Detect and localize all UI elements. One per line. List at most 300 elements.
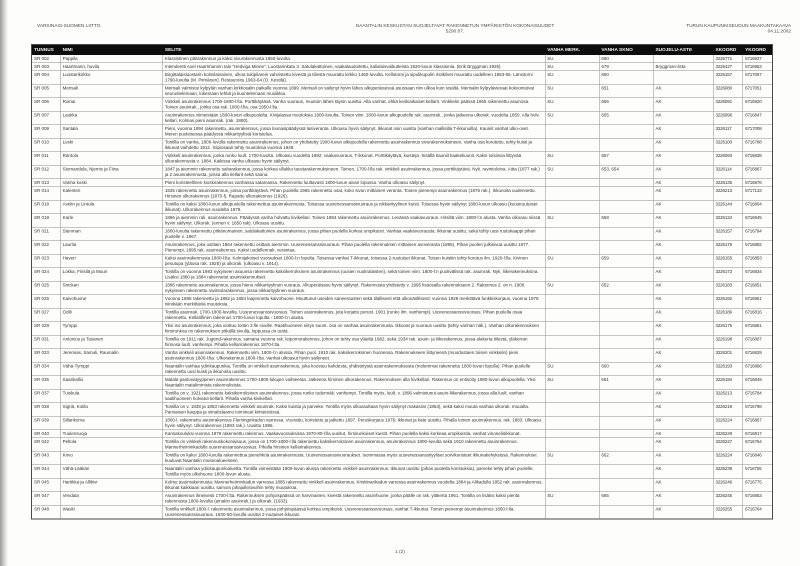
cell-suojelu-aste: AK bbox=[653, 335, 713, 349]
cell-xkoord: 3226192 bbox=[713, 295, 743, 309]
cell-nimi: Peltola bbox=[60, 438, 162, 452]
cell-selite: Merisali valmistui kylpylän vanhan kirkkosalin paikalle vuonna 1899. Merisali on säilynyt hyvin lähes alkuperäisessä asussaan niin ulkoa kuin sisältä. Merisalin kylpylävieraat kokoontuivat seurustelemaan, lukemaan lehtiä ja kuuntelemaan musiikkia. bbox=[163, 84, 545, 98]
table-row bbox=[32, 179, 773, 187]
cell-vanha-skno bbox=[599, 430, 653, 438]
cell-vanha-merk bbox=[545, 187, 599, 201]
cell-selite: Pieni, vuonna 1894 rakennettu, asuinrakennus, jossa lounaispäädyssä lasiveranta. Ulkoasu hyvin säilynyt. Ikkunat osin uusittu (vanhan mallisilla T-ikkunoilla). Kauniit vanhat ulko-ovet. Meren puoleisessa päädyssä nikkarityylistä koristelua. bbox=[163, 125, 545, 139]
cell-vanha-skno bbox=[599, 308, 653, 322]
cell-ykoord: 6717067 bbox=[743, 71, 773, 85]
table-row bbox=[32, 254, 773, 268]
cell-tunnus: SR 002 bbox=[32, 55, 61, 63]
cell-vanha-skno bbox=[599, 227, 653, 241]
cell-nimi: Kaivohuone bbox=[60, 295, 162, 309]
column-header-nimi: NIMI bbox=[60, 45, 162, 55]
cell-vanha-skno: 661 bbox=[599, 376, 653, 390]
table-row bbox=[32, 389, 773, 403]
table-row bbox=[32, 227, 773, 241]
cell-suojelu-aste: AK bbox=[653, 84, 713, 98]
cell-xkoord: 3226186 bbox=[713, 308, 743, 322]
cell-vanha-merk: SU bbox=[545, 98, 599, 112]
cell-ykoord: 6716867 bbox=[743, 165, 773, 179]
cell-selite: Kansakouluksi vuonna 1879 rakennettu rakennus. Vaakavuorauksissa 1970-80-l:lla uusitut, hirsirunkoiset kuistit. Pihan puolella kaksi korkeaa umpikuistia, vanhat vinoneliöikkunat. bbox=[163, 430, 545, 438]
cell-vanha-merk bbox=[545, 200, 599, 214]
column-header-suojelu-aste: SUOJELU-ASTE bbox=[653, 45, 713, 55]
cell-ykoord: 6716764 bbox=[743, 505, 773, 519]
cell-vanha-skno: 660 bbox=[599, 362, 653, 376]
cell-vanha-skno: 655 bbox=[599, 111, 653, 125]
table-row bbox=[32, 84, 773, 98]
cell-nimi: Santala bbox=[60, 125, 162, 139]
cell-suojelu-aste: AK bbox=[653, 376, 713, 390]
cell-selite: Asuinrakennus viimeistään 1800-luvun alkupuolelta. Kivijalassa muutoksia 1900-luvulta. Toinen viim. 1800-luvun alkupuolelle rak. asuinrak., jonka jatkeena ulkorak. vuodelta 1850. Alla holv. kellari. Kolmas pieni asuinrak. (rak. 1880). bbox=[163, 111, 545, 125]
page-number: 1 (2) bbox=[395, 549, 405, 555]
org-name: VARSINAIS-SUOMEN LIITTO bbox=[37, 23, 101, 29]
cell-suojelu-aste: AK bbox=[653, 98, 713, 112]
cell-nimi: Haveri bbox=[60, 254, 162, 268]
cell-tunnus: SR 047 bbox=[32, 492, 61, 506]
cell-ykoord: 6716851 bbox=[743, 281, 773, 295]
cell-vanha-merk bbox=[545, 505, 599, 519]
cell-xkoord: 3226198 bbox=[713, 335, 743, 349]
cell-suojelu-aste: AK bbox=[653, 349, 713, 363]
cell-selite: Birgittalaisluostarin kolmilaivainen, ulkoa tukipilarein vahvistettu kivestä ja tiilestä muurattu kirkko 1460-luvulta. Kellotorni ja sipulikupolin ristikilvet muurattu uudelleen 1863-66. Länsitorni 1790-luvulta (M. Piimänen). Restauroitu 1963-64 (O. Kestilä). bbox=[163, 71, 545, 85]
table-row bbox=[32, 125, 773, 139]
table-row bbox=[32, 403, 773, 417]
cell-ykoord: 6716798 bbox=[743, 403, 773, 417]
cell-suojelu-aste: AK bbox=[653, 214, 713, 228]
cell-vanha-merk: SU bbox=[545, 111, 599, 125]
cell-selite: Pieni koristeellinen kioskirakennus vanhassa satamassa. Rakennettu luultavasti 1800-luvun aivan lopussa. Vanha ulkoasu säilynyt. bbox=[163, 179, 545, 187]
cell-selite: Vanha vinkkeli asuinrakennus. Rakennettu viim. 1800-l:n alussa. Pihan puol. 1910 rak. kaksikerroksinen huoneosa. Rakennukseen liittyneenä (muodostaen toisen vinkkelin) pieni asuinrakennus 1800-l:lta. Ulkorakennus 1800-l:lta. Vanhat ulkoasut hyvin säilyneet. bbox=[163, 349, 545, 363]
table-row bbox=[32, 214, 773, 228]
table-row bbox=[32, 63, 773, 71]
cell-ykoord: 6716846 bbox=[743, 451, 773, 465]
cell-suojelu-aste: AK bbox=[653, 322, 713, 336]
cell-ykoord: 6716829 bbox=[743, 349, 773, 363]
cell-selite: Klassistinen päärakennus ja kaksi sivurakennusta 1850-luvulta. bbox=[163, 55, 545, 63]
plan-info-block bbox=[686, 23, 791, 34]
table-row bbox=[32, 71, 773, 85]
table-row bbox=[32, 200, 773, 214]
cell-vanha-merk bbox=[545, 179, 599, 187]
cell-nimi: Stomandela, Njemis ja Fiina bbox=[60, 165, 162, 179]
cell-selite: Tontilla on 1911 rak. Jugend-rakennus, samana vuonna rak. leipomorakennus, johon on tehty osa yläeltä 1982, sekä 1934 rak. asuin- ja liikerakennus, jossa alakerta tiilestä, yläkerran hirsiosa luult. vanhempi. Pihalla kellarirakennus 1870-l:lta. bbox=[163, 335, 545, 349]
cell-vanha-skno bbox=[599, 389, 653, 403]
cell-xkoord: 3226155 bbox=[713, 254, 743, 268]
cell-tunnus: SR 013 bbox=[32, 179, 61, 187]
cell-suojelu-aste: AK bbox=[653, 268, 713, 282]
cell-tunnus: SR 024 bbox=[32, 268, 61, 282]
cell-tunnus: SR 028 bbox=[32, 322, 61, 336]
cell-vanha-skno bbox=[599, 349, 653, 363]
cell-vanha-skno: 651 bbox=[599, 84, 653, 98]
cell-suojelu-aste: AK bbox=[653, 308, 713, 322]
cell-selite: Tontilla on vinkkeli rakennuskokonaisuus, jossa on 1700-1800-l:lla rakennettu kaksikerroksinen asuinrakennus, asuinrakennus 1800-luvulta sekä 1910 rakennettu asuinrakennus. Mannerheiminkadulle uusrenessanssivuoraus. Pihalla hirsinen kellarirakennus. bbox=[163, 438, 545, 452]
table-row bbox=[32, 322, 773, 336]
cell-vanha-skno bbox=[599, 241, 653, 255]
cell-ykoord: 6716838 bbox=[743, 152, 773, 166]
cell-ykoord: 6716853 bbox=[743, 254, 773, 268]
cell-vanha-skno bbox=[599, 416, 653, 430]
cell-nimi: Waski bbox=[60, 505, 162, 519]
document-header bbox=[0, 23, 800, 43]
cell-vanha-skno: 680 bbox=[599, 55, 653, 63]
cell-suojelu-aste: AK bbox=[653, 403, 713, 417]
cell-selite: Tontilla on kaksi 1800-luvun alkupuolella rakennettua asuinrakennusta. Toisessa uusrenessanssivuoraus ja nikkarityylinen kuisti. Toisessa hyvin säilynyt 1800-luvun ulkoasu (kuusiruutuiset ikkunat). Ulkorakennus vuodelta 1879. bbox=[163, 200, 545, 214]
cell-selite: 1800-luvulta rakennettu pitkänomainen, satulakattoinen asuinrakennus, jossa pihan puolella korkea umpikuisti. Vanhaa vaakavuorausta. Ikkunat uusittu, sekä tehty uusi ruutukaappi pihan puolelle v. 1967. bbox=[163, 227, 545, 241]
cell-ykoord: 6716892 bbox=[743, 241, 773, 255]
cell-suojelu-aste: AK bbox=[653, 451, 713, 465]
cell-xkoord: 3226100 bbox=[713, 138, 743, 152]
cell-xkoord: 3226245 bbox=[713, 492, 743, 506]
cell-vanha-skno: 650 bbox=[599, 71, 653, 85]
cell-vanha-merk: SU bbox=[545, 376, 599, 390]
cell-suojelu-aste: AK bbox=[653, 492, 713, 506]
cell-nimi: Kirvo bbox=[60, 451, 162, 465]
cell-vanha-merk bbox=[545, 138, 599, 152]
cell-tunnus: SR 026 bbox=[32, 295, 61, 309]
cell-tunnus: SR 034 bbox=[32, 362, 61, 376]
cell-nimi: Karle bbox=[60, 214, 162, 228]
cell-vanha-merk bbox=[545, 125, 599, 139]
cell-ykoord: 6717133 bbox=[743, 187, 773, 201]
table-row bbox=[32, 438, 773, 452]
cell-tunnus: SR 038 bbox=[32, 403, 61, 417]
table-header-row bbox=[32, 45, 773, 55]
cell-nimi: Tuiskula bbox=[60, 389, 162, 403]
cell-nimi: Laurila bbox=[60, 241, 162, 255]
cell-ykoord: 6716876 bbox=[743, 179, 773, 187]
cell-vanha-merk: SU bbox=[545, 152, 599, 166]
cell-nimi: Sillankorva bbox=[60, 416, 162, 430]
cell-tunnus: SR 039 bbox=[32, 416, 61, 430]
cell-xkoord: 3226213 bbox=[713, 389, 743, 403]
cell-nimi: Hartikka ja Allikivi bbox=[60, 478, 162, 492]
cell-selite: Tontilla vinkkeli 1800-l. rakennettu asuinrakennus, jossa pohjoispäässä korkea umpikuisti. Uusrenessanssivuoraus, vanhat T-ikkunat. Toinen pienempi asuinrakennus 1800-l:lta. Uusrenessanssivuoraus. 1930-50-luvulla uusitut 2-ruutuiset ikkunat. bbox=[163, 505, 545, 519]
cell-tunnus: SR 043 bbox=[32, 451, 61, 465]
cell-tunnus: SR 025 bbox=[32, 281, 61, 295]
cell-vanha-skno: 653, 654 bbox=[599, 165, 653, 179]
cell-vanha-merk bbox=[545, 465, 599, 479]
cell-vanha-merk: SU bbox=[545, 362, 599, 376]
cell-vanha-merk bbox=[545, 430, 599, 438]
cell-suojelu-aste: AK bbox=[653, 416, 713, 430]
cell-selite: Kaksi asuinrakennusta 1800-l:lta. Kolmijakoiset vuoraukset 1800-l:n lopulta. Toisessa vanhat T-ikkunat, toisessa 2-ruutuiset ikkunat. Toisen kuistiin tehty korotus ilm. 1920-l:lla. Kivinen pesutupa (yläosa rak. 1926) ja ulkorak. (ulkoasu v. 1914). bbox=[163, 254, 545, 268]
cell-nimi: Rantola bbox=[60, 152, 162, 166]
cell-suojelu-aste: AK bbox=[653, 165, 713, 179]
cell-xkoord: 3226213 bbox=[713, 187, 743, 201]
document-title-block bbox=[270, 23, 640, 34]
cell-selite: Naantalin vanhaa ydinkaupunkia. Tontilla on vinkkeli asuinrakennus, joka koostuu kahdesta, yhdistetystä asuinrakennuksesta (molemmat rakennettu 1800-luvun lopulla). Pihan puolelle rakennettu uusi kuisti ja ikkunoita uusittu. bbox=[163, 362, 545, 376]
cell-tunnus: SR 006 bbox=[32, 98, 61, 112]
cell-tunnus: SR 009 bbox=[32, 125, 61, 139]
cell-vanha-skno: 662 bbox=[599, 451, 653, 465]
cell-suojelu-aste: Bryggman-lista bbox=[653, 63, 713, 71]
cell-vanha-skno bbox=[599, 505, 653, 519]
cell-ykoord: 6716755 bbox=[743, 465, 773, 479]
cell-vanha-merk bbox=[545, 241, 599, 255]
cell-tunnus: SR 044 bbox=[32, 465, 61, 479]
cell-xkoord: 3226157 bbox=[713, 71, 743, 85]
cell-suojelu-aste: AK bbox=[653, 152, 713, 166]
cell-xkoord: 3226224 bbox=[713, 451, 743, 465]
cell-ykoord: 6716816 bbox=[743, 308, 773, 322]
cell-suojelu-aste bbox=[653, 71, 713, 85]
cell-vanha-merk bbox=[545, 403, 599, 417]
cell-tunnus: SR 045 bbox=[32, 478, 61, 492]
table-row bbox=[32, 478, 773, 492]
cell-xkoord: 3226427 bbox=[713, 63, 743, 71]
cell-ykoord: 6716834 bbox=[743, 268, 773, 282]
cell-vanha-skno bbox=[599, 125, 653, 139]
cell-vanha-skno bbox=[599, 438, 653, 452]
scan-edge-shadow bbox=[0, 0, 8, 566]
cell-ykoord: 6716953 bbox=[743, 63, 773, 71]
table-row bbox=[32, 268, 773, 282]
cell-vanha-merk: SU bbox=[545, 214, 599, 228]
cell-tunnus: SR 011 bbox=[32, 152, 61, 166]
cell-ykoord: 6716917 bbox=[743, 430, 773, 438]
cell-selite: 1835 rakennettu asuinrakennus, jossa porttikäytävä. Pihan puolella 1965 rakennettu osat, koko sivun mittainen veranta. Toinen pienempi asuinrakennus (1876 rak.). Ikkunoita uudennettu. Hirsinen ulkorakennus (1870-l). Rapattu ulkorakennus (1926). bbox=[163, 187, 545, 201]
cell-xkoord: 3226173 bbox=[713, 268, 743, 282]
cell-selite: Asuinrakennus, joka osittain 1864 rakennettu osittain aiemmin. Uusrenessanssivuoraus. Pihan puolella rakennuksen mittainen avoveranta (1895). Pihan puolen julkisivua uusittu 1977. Pienempi, 1895 rak. asuinrakennus. Kaksi uudellennak. verantaa. bbox=[163, 241, 545, 255]
cell-ykoord: 6716847 bbox=[743, 111, 773, 125]
cell-suojelu-aste: AK bbox=[653, 227, 713, 241]
cell-xkoord: 3226194 bbox=[713, 376, 743, 390]
column-header-tunnus: TUNNUS bbox=[32, 45, 61, 55]
cell-xkoord: 3226183 bbox=[713, 281, 743, 295]
cell-xkoord: 3226157 bbox=[713, 227, 743, 241]
table-row bbox=[32, 295, 773, 309]
cell-suojelu-aste: AK bbox=[653, 465, 713, 479]
cell-ykoord: 6717008 bbox=[743, 125, 773, 139]
cell-vanha-skno bbox=[599, 138, 653, 152]
cell-xkoord: 3226091 bbox=[713, 98, 743, 112]
cell-vanha-merk bbox=[545, 349, 599, 363]
cell-vanha-skno bbox=[599, 179, 653, 187]
table-row bbox=[32, 451, 773, 465]
cell-vanha-skno bbox=[599, 187, 653, 201]
cell-nimi: Jeremias, Samuli, Raumalin bbox=[60, 349, 162, 363]
table-row bbox=[32, 335, 773, 349]
cell-nimi: Roinai bbox=[60, 98, 162, 112]
cell-xkoord: 3226229 bbox=[713, 430, 743, 438]
cell-selite: Tontilla on vuonna 1983 nykyiseen asuunsa rakennettu kaksikerroksinen asuinrakennus (uusien vuokralaisten), sekä toinen viim. 1800-l:n puolivälissä rak. asuinrak. Nyk. liikerakennuksina. Lisäksi 1880 ja 1884 rakennetut asuinrakennukset. bbox=[163, 268, 545, 282]
cell-selite: Tontilla asuinrak. 1700-1800-luvuilta. Uusrenessanssivuoraus. Toinen asuinrakennus, jota korjattu perust. 1901 (runko ilm. vanhempi). Uusrenessanssivuoraus. Pihan puolella osaa rakennettu. Kellarillinen rakennus 1700-luvun lopulta - 1800-l:n alusta. bbox=[163, 308, 545, 322]
cell-ykoord: 6716937 bbox=[743, 55, 773, 63]
cell-suojelu-aste: AK bbox=[653, 295, 713, 309]
cell-tunnus: SR 040 bbox=[32, 430, 61, 438]
cell-xkoord: 3226144 bbox=[713, 200, 743, 214]
cell-tunnus: SR 019 bbox=[32, 214, 61, 228]
cell-nimi: Sigriä, Kotila bbox=[60, 403, 162, 417]
cell-xkoord: 3226193 bbox=[713, 362, 743, 376]
cell-vanha-merk bbox=[545, 268, 599, 282]
cell-xkoord: 3226096 bbox=[713, 111, 743, 125]
cell-tunnus: SR 042 bbox=[32, 438, 61, 452]
cell-ykoord: 6716804 bbox=[743, 200, 773, 214]
cell-suojelu-aste bbox=[653, 55, 713, 63]
table-row bbox=[32, 55, 773, 63]
cell-suojelu-aste: AK bbox=[653, 125, 713, 139]
table-row bbox=[32, 362, 773, 376]
cell-vanha-merk bbox=[545, 322, 599, 336]
cell-xkoord: 3226135 bbox=[713, 179, 743, 187]
cell-vanha-merk: SU bbox=[545, 71, 599, 85]
cell-xkoord: 3226227 bbox=[713, 438, 743, 452]
cell-vanha-skno: 656 bbox=[599, 98, 653, 112]
cell-vanha-merk bbox=[545, 438, 599, 452]
cell-selite: 1800-l. rakennettu asuinrakennus Fleminginkadun varressa. Vuorattu, koristettu ja jatkettu 1897. Peruskorjaus 1976: ikkunat ja kate uusittu. Pihalla toinen asuinrakennus, rak. 1883. Ulkoasu hyvin säilynyt. Ulkorakennus (1883 rak.). Uusittu 1996. bbox=[163, 416, 545, 430]
cell-ykoord: 6716794 bbox=[743, 227, 773, 241]
cell-ykoord: 6716845 bbox=[743, 214, 773, 228]
plan-title: TURUN KAUPUNKISEUDUN MAAKUNTAKAAVA bbox=[686, 23, 791, 29]
cell-ykoord: 6716807 bbox=[743, 335, 773, 349]
document-title: NAANTALIN KESKUSTAN SUOJELTAVAT RAKENNETUN YMPÄRISTÖN KOKONAISUUDET bbox=[355, 23, 555, 29]
cell-xkoord: 3226093 bbox=[713, 152, 743, 166]
cell-tunnus: SR 023 bbox=[32, 254, 61, 268]
table-row bbox=[32, 138, 773, 152]
table-row bbox=[32, 505, 773, 519]
cell-selite: Intendentti Axel Haartmannin talo "Hedviga Minne", Luostarinkatu 3. Satulakattoinen, vaakalaudoitettu, italialaisvaikutteista 1920-luvun klassismia. (Erik Bryggman 1926) bbox=[163, 63, 545, 71]
cell-xkoord: 3226114 bbox=[713, 165, 743, 179]
cell-vanha-merk: SU bbox=[545, 55, 599, 63]
cell-tunnus: SR 003 bbox=[32, 63, 61, 71]
cell-nimi: Odili bbox=[60, 308, 162, 322]
cell-selite: Vinkkeli asuinrakennus 1700-1800-l:lta. Porttikäytävä. Vanha vuoraus, muutoin lähes täysin uusittu. Alla vanhat, ehkä keskiaikaiset kellarit. Vinkkelin päässä 1955 rakennettu asuinosa. Toinen asuinrak., jonka osa rak. 1800-l:lla, osa 1950-l:lla. bbox=[163, 98, 545, 112]
cell-selite: 1896 rakennettu asuinrakennus, jossa hieno nikkarityylinen vuoraus. Alkuperäisasu hyvin säilynyt. Rakennusta yhdistetty v. 1995 lisäosalla rakennukseen 2. Rakennus 2. on n. 1900 nykyiseen rakennettu ravintolarakennus, jossa nikkarityylinen vuoraus. bbox=[163, 281, 545, 295]
cell-vanha-merk bbox=[545, 308, 599, 322]
cell-tunnus: SR 012 bbox=[32, 165, 61, 179]
cell-ykoord: 6716775 bbox=[743, 478, 773, 492]
cell-nimi: Tuulensuoja bbox=[60, 430, 162, 438]
cell-ykoord: 6716867 bbox=[743, 416, 773, 430]
cell-tunnus: SR 022 bbox=[32, 241, 61, 255]
cell-suojelu-aste: AK bbox=[653, 241, 713, 255]
cell-nimi: Haartmann, huvila bbox=[60, 63, 162, 71]
cell-nimi: Saarikallio bbox=[60, 376, 162, 390]
cell-vanha-skno: 679 bbox=[599, 63, 653, 71]
cell-vanha-merk: SU bbox=[545, 165, 599, 179]
table-row bbox=[32, 165, 773, 179]
cell-vanha-skno: 665 bbox=[599, 492, 653, 506]
table-row bbox=[32, 111, 773, 125]
cell-vanha-skno: 657 bbox=[599, 152, 653, 166]
cell-vanha-merk: SU bbox=[545, 492, 599, 506]
cell-vanha-skno bbox=[599, 478, 653, 492]
cell-tunnus: SR 027 bbox=[32, 308, 61, 322]
cell-selite: Matala parituvatyyppinen asuinrakennus 1700-1800-lukujen vaihteesta. Jatkeena hirsinen ulkorakennus. Rakennuksen alla kivikellari. Rakennus on entisöity 1980-luvun alkupuolella. Yksi Naantalin matalimmista rakennuksista. bbox=[163, 376, 545, 390]
cell-suojelu-aste: AK bbox=[653, 200, 713, 214]
cell-nimi: Vanha koski bbox=[60, 179, 162, 187]
cell-vanha-merk bbox=[545, 335, 599, 349]
cell-ykoord: 6716861 bbox=[743, 322, 773, 336]
cell-vanha-skno bbox=[599, 403, 653, 417]
table-row bbox=[32, 152, 773, 166]
cell-vanha-skno bbox=[599, 322, 653, 336]
cell-ykoord: 6717051 bbox=[743, 84, 773, 98]
cell-tunnus: SR 048 bbox=[32, 505, 61, 519]
cell-selite: Asuinrakennus ilmeisesti 1700-l:lta. Rakennuksen pohjoispäässä on harvinainen, kivestä rakennettu asuinhuone, jonka päälle on rak. yläkerta 1961. Tontilla on lisäksi kaksi pientä rakennusta 1800-luvulta (ainakin asuinrak.) ja ulkorak. (1933). bbox=[163, 492, 545, 506]
cell-selite: Yksi iso asuinrakennus, joka ulottuu tontin 3:lle sivulle. Raatihuoneen niityn suunt. osa on vanhaa asuinrakennusta. Ikkunat ja vuoraus uusittu (tehty vanhan näk.). Vanhan ulkorakennuksen hirsirunkoa on rakennuksen pitkällä sivulla, loppuosa on uutta. bbox=[163, 322, 545, 336]
cell-tunnus: SR 007 bbox=[32, 111, 61, 125]
cell-nimi: Stenman bbox=[60, 227, 162, 241]
cell-tunnus: SR 004 bbox=[32, 71, 61, 85]
cell-vanha-skno: 659 bbox=[599, 254, 653, 268]
table-row bbox=[32, 465, 773, 479]
cell-suojelu-aste: AK bbox=[653, 138, 713, 152]
cell-tunnus: SR 033 bbox=[32, 349, 61, 363]
table-row bbox=[32, 241, 773, 255]
cell-vanha-merk bbox=[545, 227, 599, 241]
cell-nimi: Pappila bbox=[60, 55, 162, 63]
protected-buildings-table bbox=[31, 44, 773, 520]
cell-nimi: Avelin ja Lintula bbox=[60, 200, 162, 214]
cell-selite: Vuonna 1868 rakennettu ja 1882 ja 1884 laajennettu kaivohuone. Muuttunut useiden saneerausten sekä tilallisesti että ulkonäöllisesti: vuonna 1929 merkittävä funkkiskorjaus, vuonna 1979 niinikään merkittäviä muutoksia. bbox=[163, 295, 545, 309]
cell-selite: Tontilla on vanha, 1800-luvulla rakennettu asuinrakennus, johon on yhdistetty 1900-luvun alkupuolella rakennettu asuinrakennus sivurakennuksineen. Vanha osa korotettu, tehty kuisti ja ikkunat vaihdettu 1912. Siipiosaan tehty muutoksia vuonna 1949. bbox=[163, 138, 545, 152]
cell-nimi: Luostarikirkko bbox=[60, 71, 162, 85]
cell-suojelu-aste: AK bbox=[653, 478, 713, 492]
cell-xkoord: 3226201 bbox=[713, 349, 743, 363]
cell-ykoord: 6716866 bbox=[743, 362, 773, 376]
table-row bbox=[32, 416, 773, 430]
cell-suojelu-aste: AK bbox=[653, 179, 713, 187]
cell-selite: Naantalin vanhaa ydinkaupunkialuetta. Tontilla viimeistään 1800-luvun alussa rakennettu vinkkeli asuinrakennus. Ikkunat uusittu (pihan puolella koristuksia), parveke tehty pihan puolelle. Tontilla myös ulkohuone 1800-luvun alusta. bbox=[163, 465, 545, 479]
cell-vanha-merk bbox=[545, 416, 599, 430]
cell-suojelu-aste: AK bbox=[653, 430, 713, 438]
cell-selite: Tontilla on kaksi 1800-luvulla rakennettua pienehköä asuinrakennusta. Uusrenessanssivuoraukset. Isommassa myös uusrenessanssityyliset sorvikoristeet ikkunakehyksissä. Rakennukset kuuluvat Naantalin museoalueeseen. bbox=[163, 451, 545, 465]
cell-xkoord: 3226771 bbox=[713, 55, 743, 63]
cell-vanha-merk: SU bbox=[545, 451, 599, 465]
cell-tunnus: SR 037 bbox=[32, 389, 61, 403]
cell-suojelu-aste: AK bbox=[653, 505, 713, 519]
cell-tunnus: SR 010 bbox=[32, 138, 61, 152]
table-row bbox=[32, 349, 773, 363]
cell-suojelu-aste: AK bbox=[653, 254, 713, 268]
cell-nimi: Lokka, Friisilä ja Muuri bbox=[60, 268, 162, 282]
cell-ykoord: 6716853 bbox=[743, 492, 773, 506]
table-row bbox=[32, 308, 773, 322]
cell-ykoord: 6716951 bbox=[743, 295, 773, 309]
cell-suojelu-aste: AK bbox=[653, 438, 713, 452]
cell-vanha-merk: SU bbox=[545, 254, 599, 268]
cell-vanha-skno bbox=[599, 335, 653, 349]
cell-suojelu-aste: AK bbox=[653, 111, 713, 125]
table-row bbox=[32, 281, 773, 295]
cell-ykoord: 6716764 bbox=[743, 438, 773, 452]
plan-date: 04.11.2002 bbox=[767, 28, 791, 34]
column-header-xkoord: XKOORD bbox=[713, 45, 743, 55]
cell-vanha-merk bbox=[545, 389, 599, 403]
column-header-selite: SELITE bbox=[163, 45, 545, 55]
cell-selite: 1866 ja aiemmin rak. asuinrakennus. Päädyssä vanha holvattu kivikellari. Toinen 1884 rakennettu asuinrakennus. Levässä vaakavuoraus. Hirsiltä viim. 1800-l:n alusta. Vanha ulkoasu niissä hyvin säilynyt. Ulkorak. (ennen v. 1850 rak). Ulkoasu uusittu. bbox=[163, 214, 545, 228]
cell-suojelu-aste: AK bbox=[653, 389, 713, 403]
cell-tunnus: SR 035 bbox=[32, 376, 61, 390]
cell-nimi: Kalenteri bbox=[60, 187, 162, 201]
cell-xkoord: 3226239 bbox=[713, 465, 743, 479]
cell-xkoord: 3226117 bbox=[713, 125, 743, 139]
table-row bbox=[32, 430, 773, 438]
cell-xkoord: 3226134 bbox=[713, 214, 743, 228]
cell-nimi: Antonius ja Tasanen bbox=[60, 335, 162, 349]
cell-vanha-skno bbox=[599, 465, 653, 479]
cell-nimi: Vähä-Lääkäri bbox=[60, 465, 162, 479]
cell-nimi: Tymppi bbox=[60, 322, 162, 336]
cell-nimi: Merisali bbox=[60, 84, 162, 98]
cell-ykoord: 6716849 bbox=[743, 376, 773, 390]
column-header-ykoord: YKOORD bbox=[743, 45, 773, 55]
cell-nimi: Laukka bbox=[60, 111, 162, 125]
